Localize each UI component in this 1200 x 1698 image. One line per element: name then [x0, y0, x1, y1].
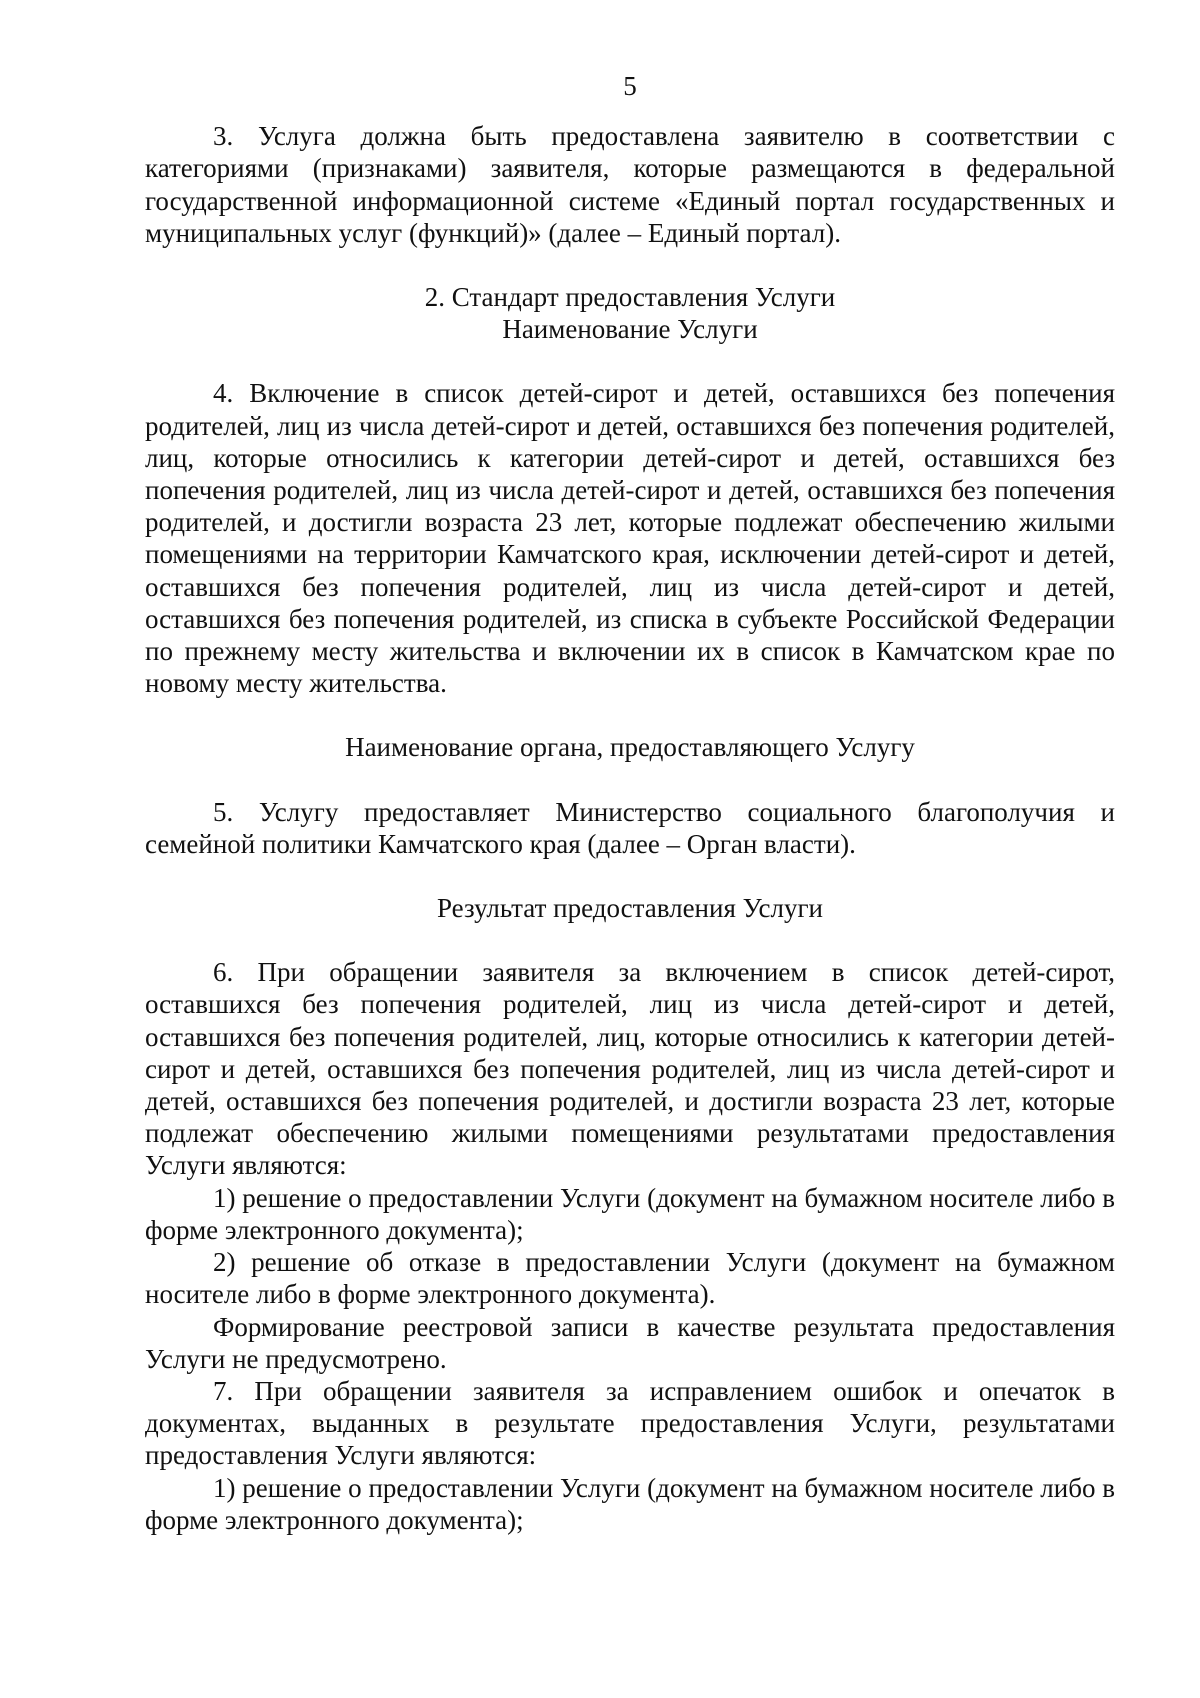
- paragraph-6-item-1: 1) решение о предоставлении Услуги (документ на бумажном носителе либо в форме электронного документа);: [145, 1182, 1115, 1245]
- document-page: [145, 70, 1115, 1536]
- subheading-result: Результат предоставления Услуги: [437, 893, 823, 924]
- paragraph-6-item-2: 2) решение об отказе в предоставлении Услуги (документ на бумажном носителе либо в форме электронного документа).: [145, 1247, 1115, 1310]
- section-heading-standard: 2. Стандарт предоставления Услуги: [424, 282, 836, 313]
- subheading-organ: Наименование органа, предоставляющего Услугу: [345, 732, 915, 763]
- paragraph-3: 3. Услуга должна быть предоставлена заявителю в соответствии с категориями (признаками) заявителя, которые размещаются в федеральной государственной информационной системе «Единый портал государственных и муниципальных услуг (функций)» (далее – Единый портал).: [145, 121, 1115, 248]
- page-number: 5: [623, 71, 637, 101]
- paragraph-6: 6. При обращении заявителя за включением в список детей-сирот, оставшихся без попечения родителей, лиц из числа детей-сирот и детей, оставшихся без попечения родителей, лиц, которые относились к категории детей-сирот и детей, оставшихся без попечения родителей, лиц из числа детей-сирот и детей, оставшихся без попечения родителей, и достигли возраста 23 лет, которые подлежат обеспечению жилыми помещениями результатами предоставления Услуги являются:: [145, 957, 1115, 1181]
- paragraph-4: 4. Включение в список детей-сирот и детей, оставшихся без попечения родителей, лиц из числа детей-сирот и детей, оставшихся без попечения родителей, лиц, которые относились к категории детей-сирот и детей, оставшихся без попечения родителей, лиц из числа детей-сирот и детей, оставшихся без попечения родителей, и достигли возраста 23 лет, которые подлежат обеспечению жилыми помещениями на территории Камчатского края, исключении детей-сирот и детей, оставшихся без попечения родителей, лиц из числа детей-сирот и детей, оставшихся без попечения родителей, из списка в субъекте Российской Федерации по прежнему месту жительства и включении их в список в Камчатском крае по новому месту жительства.: [145, 378, 1115, 699]
- paragraph-5: 5. Услугу предоставляет Министерство социального благополучия и семейной политики Камчатского края (далее – Орган власти).: [145, 796, 1115, 859]
- paragraph-7: 7. При обращении заявителя за исправлением ошибок и опечаток в документах, выданных в результате предоставления Услуги, результатами предоставления Услуги являются:: [145, 1375, 1115, 1471]
- paragraph-7-item-1: 1) решение о предоставлении Услуги (документ на бумажном носителе либо в форме электронного документа);: [145, 1472, 1115, 1535]
- paragraph-6-registry: Формирование реестровой записи в качестве результата предоставления Услуги не предусмотрено.: [145, 1311, 1115, 1374]
- subheading-service-name: Наименование Услуги: [502, 314, 758, 345]
